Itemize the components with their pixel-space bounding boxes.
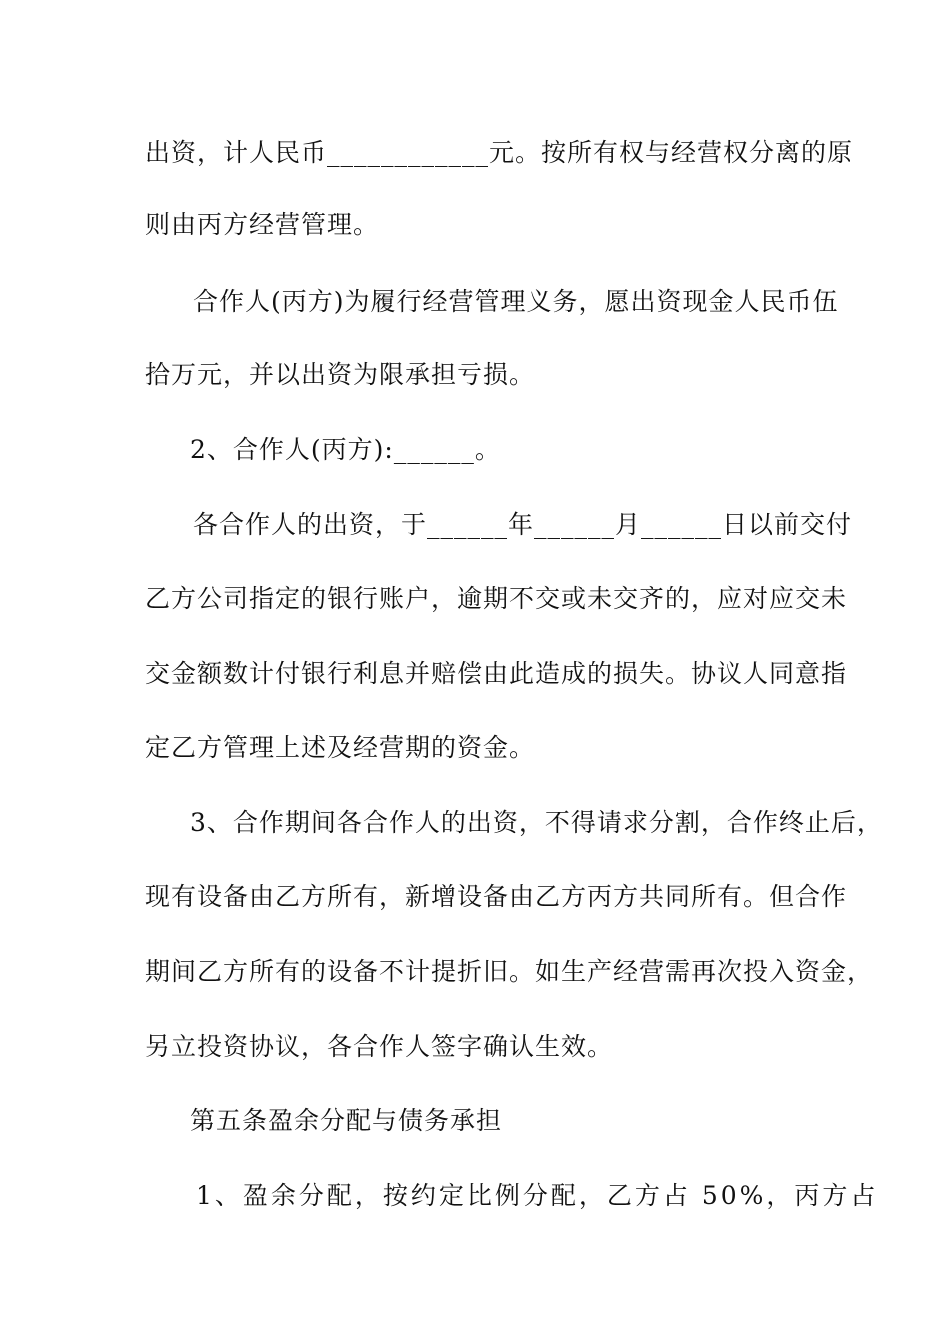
text-line: 定乙方管理上述及经营期的资金。 <box>145 733 536 762</box>
text-line: 1、盈余分配，按约定比例分配，乙方占 50%，丙方占 <box>196 1181 879 1210</box>
text-line: 期间乙方所有的设备不计提折旧。如生产经营需再次投入资金， <box>145 957 874 986</box>
text-line: 则由丙方经营管理。 <box>145 210 380 239</box>
text-line: 3、合作期间各合作人的出资，不得请求分割，合作终止后， <box>190 808 883 837</box>
text-line: 乙方公司指定的银行账户，逾期不交或未交齐的，应对应交未 <box>145 584 848 613</box>
text-line: 拾万元，并以出资为限承担亏损。 <box>145 360 536 389</box>
text-line: 交金额数计付银行利息并赔偿由此造成的损失。协议人同意指 <box>145 659 848 688</box>
text-line: 另立投资协议，各合作人签字确认生效。 <box>145 1032 614 1061</box>
text-line: 合作人(丙方)为履行经营管理义务，愿出资现金人民币伍 <box>193 287 839 316</box>
section-heading: 第五条盈余分配与债务承担 <box>190 1106 503 1135</box>
text-line: 2、合作人(丙方):______。 <box>190 435 501 464</box>
text-line: 现有设备由乙方所有，新增设备由乙方丙方共同所有。但合作 <box>145 882 848 911</box>
text-line: 各合作人的出资，于______年______月______日以前交付 <box>193 510 853 539</box>
text-line: 出资，计人民币____________元。按所有权与经营权分离的原 <box>145 138 854 167</box>
